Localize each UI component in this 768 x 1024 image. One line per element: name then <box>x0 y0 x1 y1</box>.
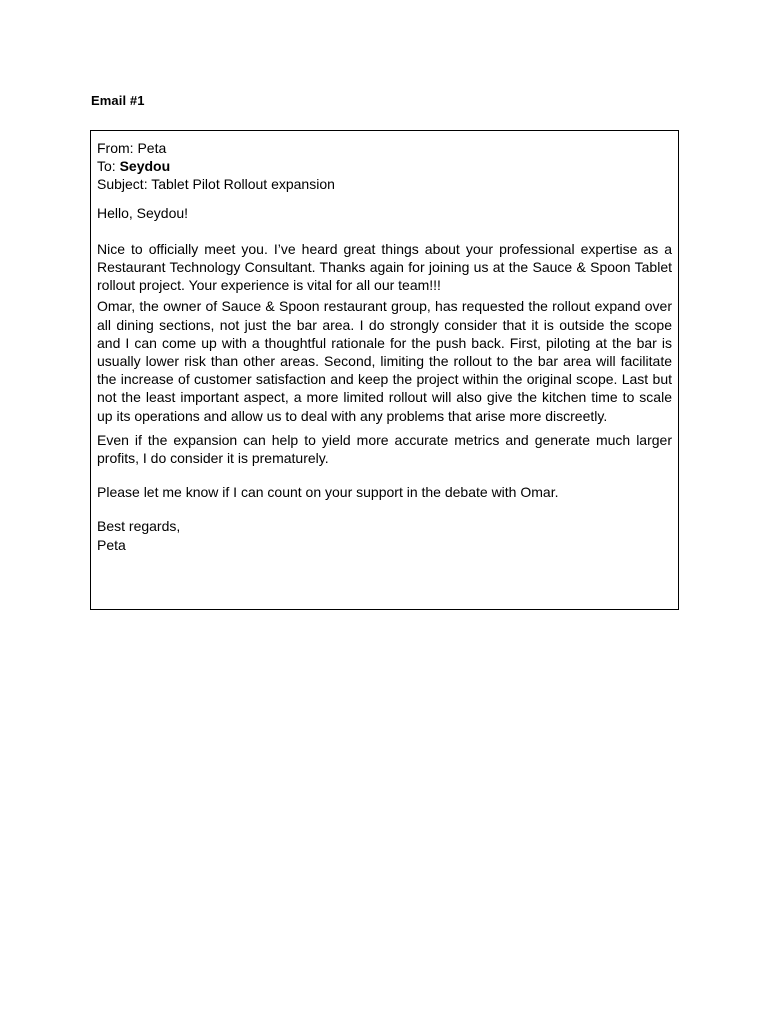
subject-label: Subject: <box>97 176 148 193</box>
email-from-line <box>97 139 672 157</box>
document-heading: Email #1 <box>91 93 145 108</box>
email-to-line <box>97 157 672 175</box>
email-greeting: Hello, Seydou! <box>97 204 189 221</box>
email-signature: Peta <box>97 536 126 553</box>
subject-value: Tablet Pilot Rollout expansion <box>151 176 335 193</box>
to-value: Seydou <box>119 158 171 175</box>
from-value: Peta <box>137 140 167 156</box>
email-subject-line <box>97 175 672 193</box>
email-paragraph-rationale: Omar, the owner of Sauce & Spoon restaurant group, has requested the rollout expand over all dining sections, not just the bar area. I do strongly consider that it is outside the scope and I can come up with a thoughtful rationale for the push back. First, piloting at the bar is usually lower risk than other areas. Second, limiting the rollout to the bar area will facilitate the increase of customer satisfaction and keep the project within the original scope. Last but not the least important aspect, a more limited rollout will also give the kitchen time to scale up its operations and allow us to deal with any problems that arise more discreetly. <box>97 298 672 424</box>
email-paragraph-request: Please let me know if I can count on your support in the debate with Omar. <box>97 484 559 501</box>
from-label: From: <box>97 140 134 156</box>
email-paragraph-counterpoint: Even if the expansion can help to yield more accurate metrics and generate much larger profits, I do consider it is prematurely. <box>97 431 672 467</box>
email-paragraph-intro: Nice to officially meet you. I’ve heard great things about your professional expertise as a Restaurant Technology Consultant. Thanks again for joining us at the Sauce & Spoon Tablet rollout project. Your experience is vital for all our team!!! <box>97 240 672 294</box>
to-label: To: <box>97 158 116 175</box>
email-closing: Best regards, <box>97 518 181 535</box>
email-body-box <box>90 130 679 610</box>
